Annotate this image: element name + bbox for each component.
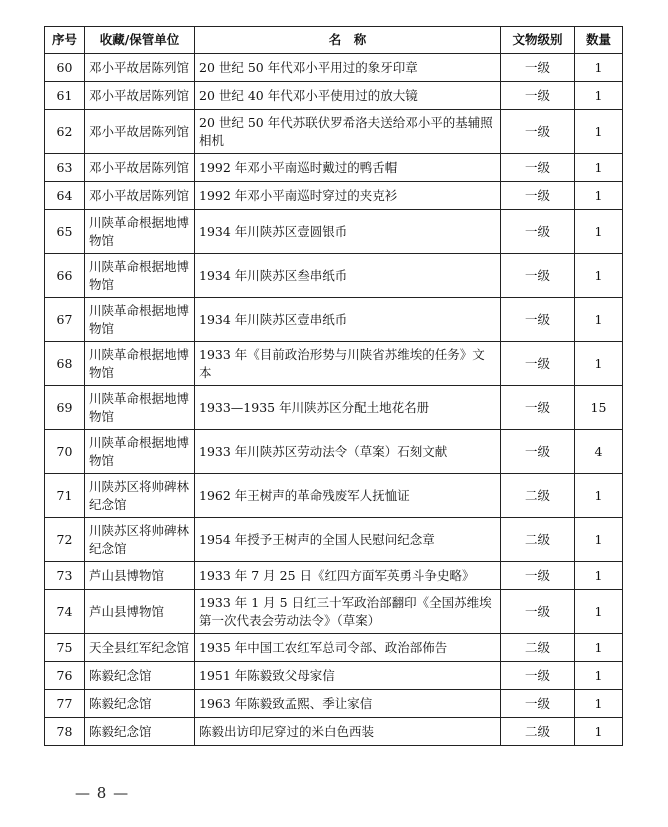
- cell-relic-level: 二级: [501, 474, 575, 518]
- cell-collecting-unit: 川陕革命根据地博物馆: [85, 254, 195, 298]
- cell-quantity: 1: [575, 154, 623, 182]
- cell-relic-name: 1933 年川陕苏区劳动法令（草案）石刻文献: [195, 430, 501, 474]
- cell-relic-level: 一级: [501, 590, 575, 634]
- cell-collecting-unit: 陈毅纪念馆: [85, 662, 195, 690]
- cell-relic-level: 二级: [501, 518, 575, 562]
- cell-collecting-unit: 川陕苏区将帅碑林纪念馆: [85, 474, 195, 518]
- cell-serial-number: 62: [45, 110, 85, 154]
- cell-relic-name: 1933 年 7 月 25 日《红四方面军英勇斗争史略》: [195, 562, 501, 590]
- cell-collecting-unit: 邓小平故居陈列馆: [85, 82, 195, 110]
- cell-relic-name: 1934 年川陕苏区壹串纸币: [195, 298, 501, 342]
- cell-quantity: 1: [575, 690, 623, 718]
- cell-serial-number: 65: [45, 210, 85, 254]
- table-row: [45, 518, 623, 562]
- table-row: [45, 298, 623, 342]
- cell-relic-name: 20 世纪 50 年代邓小平用过的象牙印章: [195, 54, 501, 82]
- cell-serial-number: 75: [45, 634, 85, 662]
- cell-quantity: 1: [575, 110, 623, 154]
- cell-serial-number: 67: [45, 298, 85, 342]
- header-collecting-unit: 收藏/保管单位: [85, 27, 195, 54]
- cell-collecting-unit: 陈毅纪念馆: [85, 718, 195, 746]
- cell-relic-name: 1935 年中国工农红军总司令部、政治部佈告: [195, 634, 501, 662]
- table-row: [45, 386, 623, 430]
- cell-relic-name: 1992 年邓小平南巡时戴过的鸭舌帽: [195, 154, 501, 182]
- cell-relic-name: 1954 年授予王树声的全国人民慰问纪念章: [195, 518, 501, 562]
- cell-quantity: 1: [575, 182, 623, 210]
- header-relic-name: 名 称: [195, 27, 501, 54]
- cell-quantity: 1: [575, 590, 623, 634]
- cell-collecting-unit: 川陕苏区将帅碑林纪念馆: [85, 518, 195, 562]
- cell-collecting-unit: 川陕革命根据地博物馆: [85, 342, 195, 386]
- cultural-relics-table: [44, 26, 623, 746]
- table-row: [45, 562, 623, 590]
- cell-relic-level: 一级: [501, 430, 575, 474]
- cell-relic-name: 1933 年《目前政治形势与川陕省苏维埃的任务》文本: [195, 342, 501, 386]
- header-relic-level: 文物级别: [501, 27, 575, 54]
- table-row: [45, 54, 623, 82]
- cell-collecting-unit: 川陕革命根据地博物馆: [85, 210, 195, 254]
- cell-collecting-unit: 天全县红军纪念馆: [85, 634, 195, 662]
- cell-serial-number: 76: [45, 662, 85, 690]
- cell-serial-number: 64: [45, 182, 85, 210]
- cell-quantity: 1: [575, 662, 623, 690]
- cell-collecting-unit: 邓小平故居陈列馆: [85, 154, 195, 182]
- cell-quantity: 1: [575, 634, 623, 662]
- cell-relic-level: 一级: [501, 54, 575, 82]
- table-header-row: [45, 27, 623, 54]
- cell-relic-name: 1963 年陈毅致孟熙、季让家信: [195, 690, 501, 718]
- cell-relic-level: 一级: [501, 254, 575, 298]
- cell-relic-name: 1962 年王树声的革命残废军人抚恤证: [195, 474, 501, 518]
- page-number: — 8 —: [75, 784, 130, 802]
- cell-quantity: 15: [575, 386, 623, 430]
- header-quantity: 数量: [575, 27, 623, 54]
- cell-relic-name: 1933 年 1 月 5 日红三十军政治部翻印《全国苏维埃第一次代表会劳动法令》（草案）: [195, 590, 501, 634]
- cell-quantity: 1: [575, 210, 623, 254]
- cell-relic-level: 一级: [501, 82, 575, 110]
- table-row: [45, 154, 623, 182]
- cell-relic-name: 1934 年川陕苏区壹圆银币: [195, 210, 501, 254]
- cell-quantity: 1: [575, 518, 623, 562]
- table-row: [45, 342, 623, 386]
- cell-serial-number: 61: [45, 82, 85, 110]
- cell-collecting-unit: 川陕革命根据地博物馆: [85, 386, 195, 430]
- table-row: [45, 634, 623, 662]
- cell-relic-level: 一级: [501, 342, 575, 386]
- cell-collecting-unit: 川陕革命根据地博物馆: [85, 430, 195, 474]
- table-row: [45, 254, 623, 298]
- cell-relic-level: 二级: [501, 634, 575, 662]
- table-row: [45, 690, 623, 718]
- cell-quantity: 1: [575, 718, 623, 746]
- cell-quantity: 1: [575, 562, 623, 590]
- cell-quantity: 4: [575, 430, 623, 474]
- cell-relic-level: 一级: [501, 298, 575, 342]
- cell-serial-number: 74: [45, 590, 85, 634]
- cell-relic-name: 陈毅出访印尼穿过的米白色西装: [195, 718, 501, 746]
- table-row: [45, 474, 623, 518]
- table-row: [45, 210, 623, 254]
- table-row: [45, 590, 623, 634]
- cell-collecting-unit: 芦山县博物馆: [85, 562, 195, 590]
- table-row: [45, 718, 623, 746]
- cell-serial-number: 77: [45, 690, 85, 718]
- table-row: [45, 110, 623, 154]
- cell-relic-name: 20 世纪 50 年代苏联伏罗希洛夫送给邓小平的基辅照相机: [195, 110, 501, 154]
- cell-collecting-unit: 邓小平故居陈列馆: [85, 110, 195, 154]
- cell-relic-name: 1933—1935 年川陕苏区分配土地花名册: [195, 386, 501, 430]
- cell-collecting-unit: 芦山县博物馆: [85, 590, 195, 634]
- cell-serial-number: 69: [45, 386, 85, 430]
- cell-quantity: 1: [575, 254, 623, 298]
- cell-serial-number: 78: [45, 718, 85, 746]
- table-row: [45, 82, 623, 110]
- table-row: [45, 662, 623, 690]
- cell-relic-level: 一级: [501, 110, 575, 154]
- cell-serial-number: 73: [45, 562, 85, 590]
- cell-serial-number: 63: [45, 154, 85, 182]
- cell-relic-name: 1934 年川陕苏区叁串纸币: [195, 254, 501, 298]
- cell-relic-level: 一级: [501, 562, 575, 590]
- cell-collecting-unit: 川陕革命根据地博物馆: [85, 298, 195, 342]
- cell-collecting-unit: 邓小平故居陈列馆: [85, 54, 195, 82]
- cell-relic-name: 1992 年邓小平南巡时穿过的夹克衫: [195, 182, 501, 210]
- cell-serial-number: 72: [45, 518, 85, 562]
- cell-relic-name: 1951 年陈毅致父母家信: [195, 662, 501, 690]
- cell-quantity: 1: [575, 54, 623, 82]
- cell-relic-level: 一级: [501, 154, 575, 182]
- cell-quantity: 1: [575, 474, 623, 518]
- cell-relic-level: 一级: [501, 690, 575, 718]
- table-body: [45, 54, 623, 746]
- cell-serial-number: 70: [45, 430, 85, 474]
- cell-quantity: 1: [575, 82, 623, 110]
- cell-quantity: 1: [575, 342, 623, 386]
- table-row: [45, 182, 623, 210]
- cell-serial-number: 60: [45, 54, 85, 82]
- header-serial-number: 序号: [45, 27, 85, 54]
- cell-relic-level: 二级: [501, 718, 575, 746]
- table-row: [45, 430, 623, 474]
- cell-serial-number: 66: [45, 254, 85, 298]
- cell-relic-level: 一级: [501, 386, 575, 430]
- cell-relic-name: 20 世纪 40 年代邓小平使用过的放大镜: [195, 82, 501, 110]
- cell-collecting-unit: 陈毅纪念馆: [85, 690, 195, 718]
- cell-serial-number: 71: [45, 474, 85, 518]
- cell-relic-level: 一级: [501, 210, 575, 254]
- cell-serial-number: 68: [45, 342, 85, 386]
- cell-relic-level: 一级: [501, 182, 575, 210]
- cell-relic-level: 一级: [501, 662, 575, 690]
- cell-collecting-unit: 邓小平故居陈列馆: [85, 182, 195, 210]
- cell-quantity: 1: [575, 298, 623, 342]
